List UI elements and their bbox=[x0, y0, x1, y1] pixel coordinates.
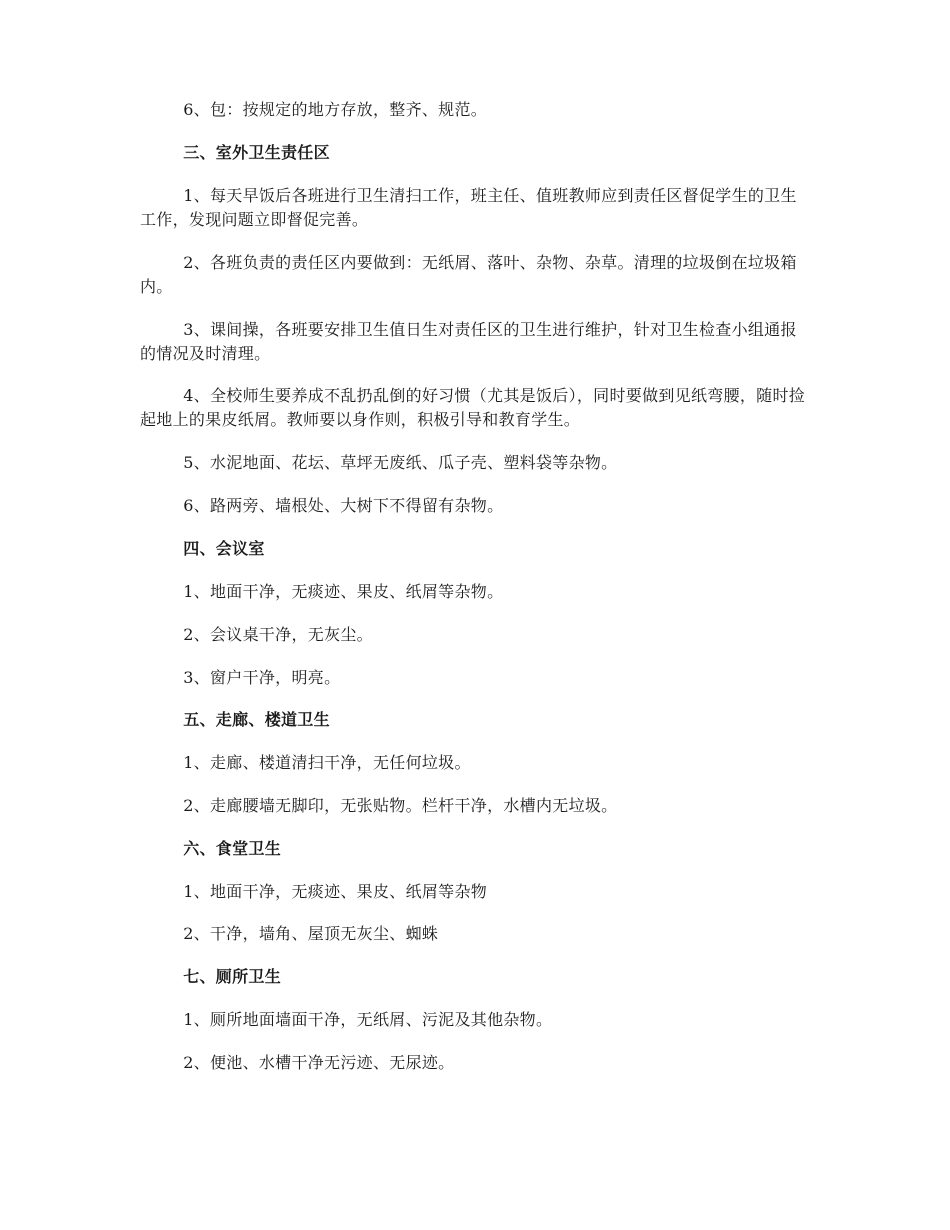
paragraph-outdoor-3: 3、课间操，各班要安排卫生值日生对责任区的卫生进行维护，针对卫生检查小组通报的情况及时清理。 bbox=[140, 320, 797, 363]
paragraph-toilet-1: 1、厕所地面墙面干净，无纸屑、污泥及其他杂物。 bbox=[183, 1010, 553, 1029]
section-heading-outdoor-area: 三、室外卫生责任区 bbox=[183, 143, 330, 162]
paragraph-corridor-2: 2、走廊腰墙无脚印，无张贴物。栏杆干净，水槽内无垃圾。 bbox=[183, 796, 618, 815]
paragraph-corridor-1: 1、走廊、楼道清扫干净，无任何垃圾。 bbox=[183, 753, 471, 772]
paragraph-toilet-2: 2、便池、水槽干净无污迹、无尿迹。 bbox=[183, 1053, 455, 1072]
section-heading-corridor: 五、走廊、楼道卫生 bbox=[183, 710, 330, 729]
paragraph-meeting-2: 2、会议桌干净，无灰尘。 bbox=[183, 625, 373, 644]
paragraph-outdoor-5: 5、水泥地面、花坛、草坪无废纸、瓜子壳、塑料袋等杂物。 bbox=[183, 453, 618, 472]
paragraph-outdoor-6: 6、路两旁、墙根处、大树下不得留有杂物。 bbox=[183, 496, 504, 515]
paragraph-meeting-3: 3、窗户干净，明亮。 bbox=[183, 668, 341, 687]
paragraph-outdoor-1: 1、每天早饭后各班进行卫生清扫工作，班主任、值班教师应到责任区督促学生的卫生工作，发现问题立即督促完善。 bbox=[140, 186, 797, 229]
section-heading-toilet: 七、厕所卫生 bbox=[183, 967, 281, 986]
paragraph-meeting-1: 1、地面干净，无痰迹、果皮、纸屑等杂物。 bbox=[183, 582, 504, 601]
paragraph-canteen-1: 1、地面干净，无痰迹、果皮、纸屑等杂物 bbox=[183, 882, 488, 901]
section-heading-canteen: 六、食堂卫生 bbox=[183, 839, 281, 858]
paragraph-bag-storage: 6、包：按规定的地方存放，整齐、规范。 bbox=[183, 100, 488, 119]
paragraph-outdoor-2: 2、各班负责的责任区内要做到：无纸屑、落叶、杂物、杂草。清理的垃圾倒在垃圾箱内。 bbox=[140, 253, 797, 296]
section-heading-meeting-room: 四、会议室 bbox=[183, 539, 265, 558]
paragraph-outdoor-4: 4、全校师生要养成不乱扔乱倒的好习惯（尤其是饭后），同时要做到见纸弯腰，随时捡起地上的果皮纸屑。教师要以身作则，积极引导和教育学生。 bbox=[140, 386, 806, 429]
paragraph-canteen-2: 2、干净，墙角、屋顶无灰尘、蜘蛛 bbox=[183, 924, 439, 943]
